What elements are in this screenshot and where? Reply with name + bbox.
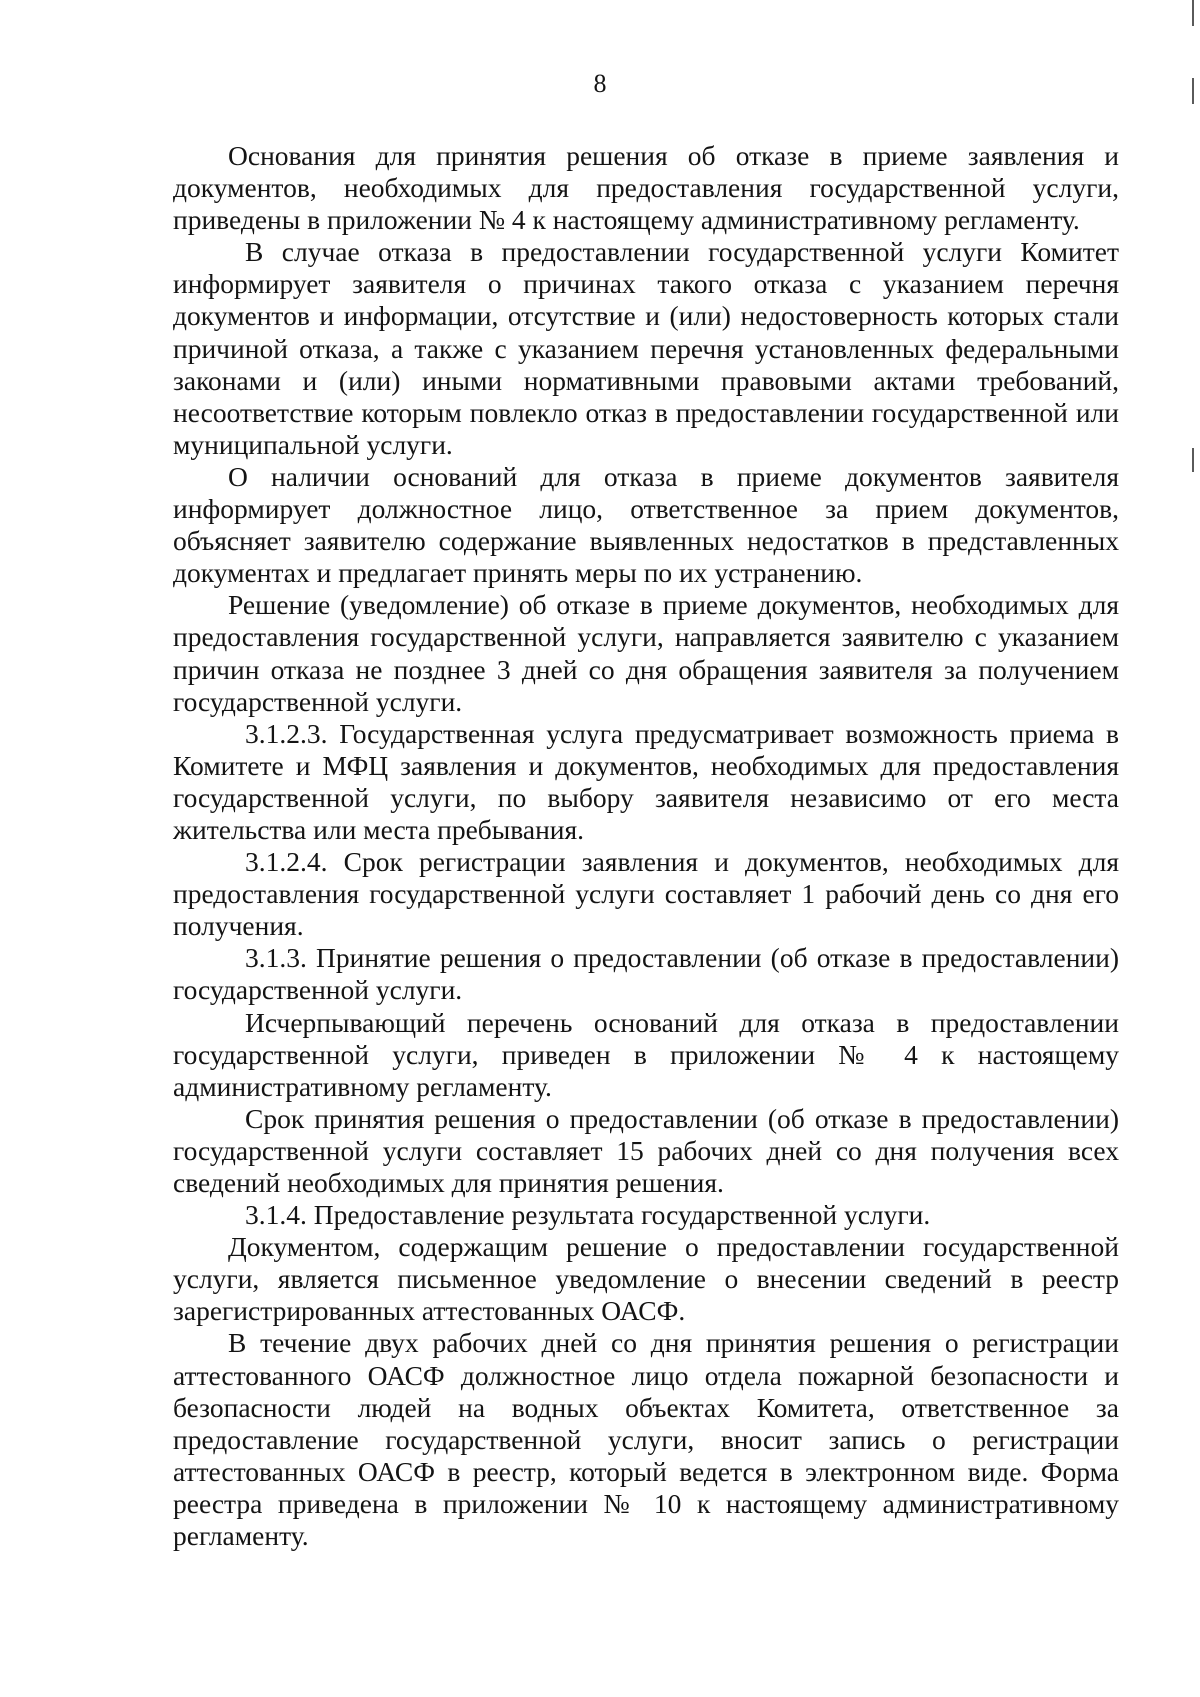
scan-edge-mark [1192, 448, 1194, 472]
paragraph-refusal-grounds-info: О наличии оснований для отказа в приеме документов заявителя информирует должностное лицо, ответственное за прием документов, объясняет заявителю содержание выявленных недостатков в представленных документах и предлагает принять меры по их устранению. [173, 460, 1119, 589]
page-number: 8 [593, 69, 607, 98]
paragraph-refusal-grounds: Основания для принятия решения об отказе в приеме заявления и документов, необходимых для предоставления государственной услуги, приведены в приложении № 4 к настоящему административному регламенту. [173, 140, 1119, 236]
paragraph-section-3-1-2-4: 3.1.2.4. Срок регистрации заявления и документов, необходимых для предоставления государственной услуги составляет 1 рабочий день со дня его получения. [173, 846, 1119, 942]
paragraph-section-3-1-2-3: 3.1.2.3. Государственная услуга предусматривает возможность приема в Комитете и МФЦ заявления и документов, необходимых для предоставления государственной услуги, по выбору заявителя независимо от его места жительства или места пребывания. [173, 717, 1119, 845]
scan-edge-mark [1192, 78, 1194, 104]
paragraph-refusal-decision: Решение (уведомление) об отказе в приеме документов, необходимых для предоставления государственной услуги, направляется заявителю с указанием причин отказа не позднее 3 дней со дня обращения заявителя за получением государственной услуги. [173, 589, 1119, 717]
paragraph-decision-term: Срок принятия решения о предоставлении (об отказе в предоставлении) государственной услуги составляет 15 рабочих дней со дня получения всех сведений необходимых для принятия решения. [173, 1102, 1119, 1198]
paragraph-section-3-1-4: 3.1.4. Предоставление результата государственной услуги. [245, 1199, 931, 1231]
paragraph-exhaustive-list: Исчерпывающий перечень оснований для отказа в предоставлении государственной услуги, приведен в приложении № 4 к настоящему административному регламенту. [173, 1006, 1119, 1102]
paragraph-decision-document: Документом, содержащим решение о предоставлении государственной услуги, является письменное уведомление о внесении сведений в реестр зарегистрированных аттестованных ОАСФ. [173, 1231, 1119, 1327]
paragraph-section-3-1-3: 3.1.3. Принятие решения о предоставлении (об отказе в предоставлении) государственной услуги. [173, 942, 1119, 1006]
scan-edge-mark [1192, 0, 1194, 26]
document-body [173, 140, 1119, 1552]
paragraph-refusal-notification: В случае отказа в предоставлении государственной услуги Комитет информирует заявителя о причинах такого отказа с указанием перечня документов и информации, отсутствие и (или) недостоверность которых стали причиной отказа, а также с указанием перечня установленных федеральными законами и (или) иными нормативными правовыми актами требований, несоответствие которым повлекло отказ в предоставлении государственной или муниципальной услуги. [173, 236, 1119, 460]
paragraph-registry-entry: В течение двух рабочих дней со дня принятия решения о регистрации аттестованного ОАСФ должностное лицо отдела пожарной безопасности и безопасности людей на водных объектах Комитета, ответственное за предоставление государственной услуги, вносит запись о регистрации аттестованных ОАСФ в реестр, который ведется в электронном виде. Форма реестра приведена в приложении № 10 к настоящему административному регламенту. [173, 1327, 1119, 1552]
